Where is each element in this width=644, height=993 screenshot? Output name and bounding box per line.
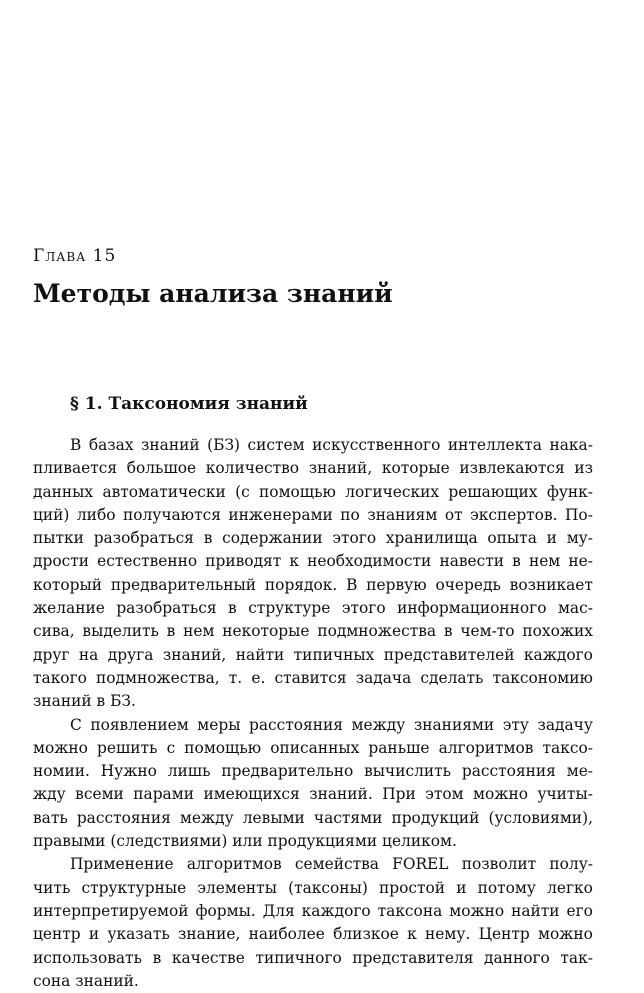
text-line: который предварительный порядок. В первую очередь возникает: [33, 575, 593, 594]
chapter-label: Глава 15: [33, 246, 117, 266]
text-line: вать расстояния между левыми частями продукций (условиями),: [33, 808, 593, 827]
text-line: пливается большое количество знаний, которые извлекаются из: [33, 459, 593, 478]
paragraph: [33, 434, 593, 714]
text-line: желание разобраться в структуре этого информационного мас-: [33, 599, 593, 618]
text-line: друг на друга знаний, найти типичных представителей каждого: [33, 645, 593, 664]
text-line: интерпретируемой формы. Для каждого таксона можно найти его: [33, 901, 593, 920]
body-text: [33, 434, 593, 993]
text-line: пытки разобраться в содержании этого хранилища опыта и му-: [33, 529, 593, 548]
text-line: ций) либо получаются инженерами по знаниям от экспертов. По-: [33, 505, 593, 524]
chapter-title: Методы анализа знаний: [33, 279, 393, 308]
text-line: номии. Нужно лишь предварительно вычислить расстояния ме-: [33, 762, 593, 781]
text-line: Применение алгоритмов семейства FOREL позволит полу-: [70, 855, 593, 874]
text-line: такого подмножества, т. е. ставится задача сделать таксономию: [33, 668, 593, 687]
text-line: данных автоматически (с помощью логических решающих функ-: [33, 482, 593, 501]
text-line: правыми (следствиями) или продукциями целиком.: [33, 832, 457, 851]
text-line: дрости естественно приводят к необходимости навести в нем не-: [33, 552, 593, 571]
paragraph: [33, 714, 593, 854]
text-line: использовать в качестве типичного представителя данного так-: [33, 948, 593, 967]
text-line: центр и указать знание, наиболее близкое к нему. Центр можно: [33, 925, 593, 944]
paragraph: [33, 853, 593, 993]
text-line: сива, выделить в нем некоторые подмножества в чем-то похожих: [33, 622, 593, 641]
text-line: можно решить с помощью описанных раньше алгоритмов таксо-: [33, 738, 593, 757]
text-line: сона знаний.: [33, 971, 139, 990]
text-line: жду всеми парами имеющихся знаний. При этом можно учиты-: [33, 785, 593, 804]
text-line: С появлением меры расстояния между знаниями эту задачу: [70, 715, 593, 734]
text-line: чить структурные элементы (таксоны) простой и потому легко: [33, 878, 593, 897]
section-heading: § 1. Таксономия знаний: [70, 394, 308, 414]
text-line: В базах знаний (БЗ) систем искусственного интеллекта нака-: [70, 436, 593, 454]
text-line: знаний в БЗ.: [33, 692, 136, 711]
